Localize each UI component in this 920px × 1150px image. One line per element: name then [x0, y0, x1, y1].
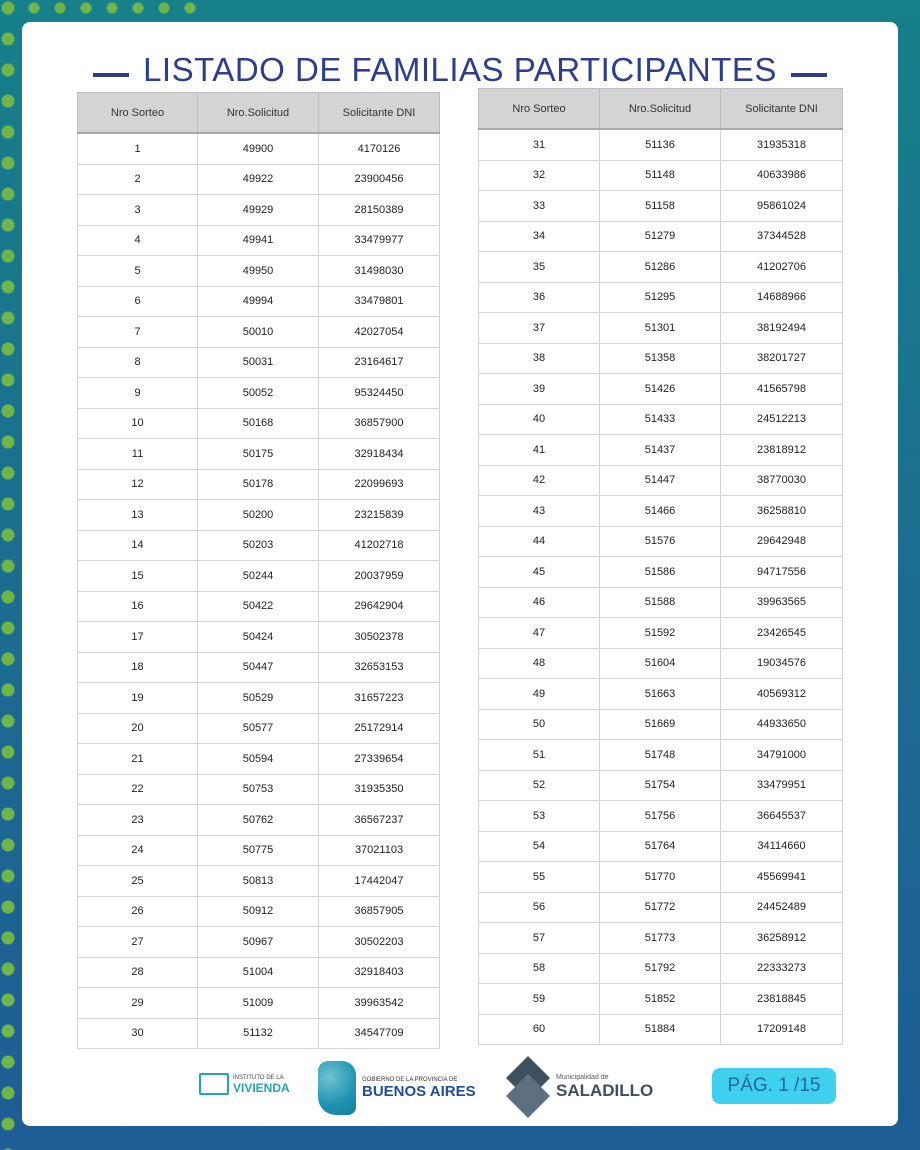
table-row	[479, 923, 843, 954]
cell-nro-solicitud: 51466	[600, 496, 721, 527]
cell-solicitante-dni: 27339654	[319, 744, 440, 775]
cell-nro-solicitud: 50424	[198, 622, 319, 653]
table-row	[78, 195, 440, 226]
cell-nro-sorteo: 13	[78, 500, 198, 531]
cell-nro-solicitud: 51792	[600, 953, 721, 984]
cell-nro-sorteo: 58	[479, 953, 600, 984]
cell-solicitante-dni: 94717556	[721, 557, 843, 588]
cell-nro-sorteo: 6	[78, 286, 198, 317]
cell-nro-sorteo: 7	[78, 317, 198, 348]
cell-nro-sorteo: 54	[479, 831, 600, 862]
column-header-nro-solicitud: Nro.Solicitud	[600, 89, 721, 130]
cell-solicitante-dni: 31657223	[319, 683, 440, 714]
cell-nro-solicitud: 51592	[600, 618, 721, 649]
cell-solicitante-dni: 95324450	[319, 378, 440, 409]
cell-nro-solicitud: 51286	[600, 252, 721, 283]
title-row	[22, 50, 898, 90]
cell-nro-sorteo: 27	[78, 927, 198, 958]
cell-solicitante-dni: 30502203	[319, 927, 440, 958]
table-row	[479, 770, 843, 801]
cell-nro-sorteo: 42	[479, 465, 600, 496]
cell-nro-solicitud: 49941	[198, 225, 319, 256]
cell-solicitante-dni: 32918434	[319, 439, 440, 470]
cell-nro-solicitud: 49929	[198, 195, 319, 226]
cell-solicitante-dni: 41565798	[721, 374, 843, 405]
cell-nro-solicitud: 51301	[600, 313, 721, 344]
table-row	[78, 622, 440, 653]
buenos-aires-text	[362, 1077, 476, 1100]
cell-nro-sorteo: 51	[479, 740, 600, 771]
cell-nro-sorteo: 22	[78, 774, 198, 805]
table-row	[78, 561, 440, 592]
table-row	[479, 282, 843, 313]
table-row	[78, 713, 440, 744]
cell-nro-solicitud: 51754	[600, 770, 721, 801]
cell-nro-solicitud: 49922	[198, 164, 319, 195]
table-row	[479, 557, 843, 588]
table-row	[479, 313, 843, 344]
table-row	[479, 526, 843, 557]
cell-solicitante-dni: 39963565	[721, 587, 843, 618]
cell-nro-solicitud: 51279	[600, 221, 721, 252]
table-header-row	[479, 89, 843, 130]
cell-nro-sorteo: 36	[479, 282, 600, 313]
cell-nro-solicitud: 50244	[198, 561, 319, 592]
cell-solicitante-dni: 4170126	[319, 133, 440, 164]
cell-nro-sorteo: 43	[479, 496, 600, 527]
cell-solicitante-dni: 40569312	[721, 679, 843, 710]
table-row	[78, 256, 440, 287]
saladillo-mark-icon	[506, 1056, 550, 1118]
column-header-nro-sorteo: Nro Sorteo	[479, 89, 600, 130]
cell-nro-solicitud: 51773	[600, 923, 721, 954]
buenos-aires-small: GOBIERNO DE LA PROVINCIA DE	[362, 1076, 458, 1083]
cell-nro-solicitud: 50422	[198, 591, 319, 622]
cell-nro-sorteo: 16	[78, 591, 198, 622]
cell-nro-sorteo: 48	[479, 648, 600, 679]
cell-nro-solicitud: 51770	[600, 862, 721, 893]
table-row	[78, 225, 440, 256]
cell-nro-sorteo: 56	[479, 892, 600, 923]
cell-solicitante-dni: 14688966	[721, 282, 843, 313]
column-header-nro-sorteo: Nro Sorteo	[78, 93, 198, 134]
cell-nro-sorteo: 21	[78, 744, 198, 775]
cell-solicitante-dni: 36258810	[721, 496, 843, 527]
cell-nro-solicitud: 49950	[198, 256, 319, 287]
cell-nro-sorteo: 31	[479, 129, 600, 160]
cell-nro-sorteo: 32	[479, 160, 600, 191]
table-row	[78, 927, 440, 958]
cell-nro-sorteo: 10	[78, 408, 198, 439]
cell-nro-solicitud: 51004	[198, 957, 319, 988]
cell-solicitante-dni: 38192494	[721, 313, 843, 344]
table-row	[479, 709, 843, 740]
cell-solicitante-dni: 25172914	[319, 713, 440, 744]
cell-nro-solicitud: 50529	[198, 683, 319, 714]
cell-nro-sorteo: 53	[479, 801, 600, 832]
cell-solicitante-dni: 41202718	[319, 530, 440, 561]
cell-nro-solicitud: 50052	[198, 378, 319, 409]
table-row	[479, 160, 843, 191]
cell-nro-solicitud: 51772	[600, 892, 721, 923]
cell-solicitante-dni: 38770030	[721, 465, 843, 496]
cell-nro-sorteo: 1	[78, 133, 198, 164]
cell-solicitante-dni: 31935350	[319, 774, 440, 805]
instituto-vivienda-big: VIVIENDA	[233, 1080, 290, 1095]
cell-nro-solicitud: 50762	[198, 805, 319, 836]
cell-solicitante-dni: 36857905	[319, 896, 440, 927]
cell-solicitante-dni: 31935318	[721, 129, 843, 160]
cell-solicitante-dni: 38201727	[721, 343, 843, 374]
cell-solicitante-dni: 34114660	[721, 831, 843, 862]
table-row	[479, 740, 843, 771]
cell-nro-solicitud: 51358	[600, 343, 721, 374]
instituto-vivienda-logo	[199, 1070, 299, 1098]
table-row	[78, 744, 440, 775]
saladillo-small: Municipalidad de	[556, 1073, 609, 1081]
cell-nro-sorteo: 37	[479, 313, 600, 344]
table-row	[78, 805, 440, 836]
table-row	[78, 133, 440, 164]
table-row	[479, 221, 843, 252]
cell-nro-sorteo: 44	[479, 526, 600, 557]
cell-nro-solicitud: 51158	[600, 191, 721, 222]
table-row	[479, 191, 843, 222]
cell-nro-sorteo: 14	[78, 530, 198, 561]
table-row	[479, 404, 843, 435]
cell-solicitante-dni: 17209148	[721, 1014, 843, 1045]
cell-nro-sorteo: 9	[78, 378, 198, 409]
cell-solicitante-dni: 45569941	[721, 862, 843, 893]
table-row	[479, 343, 843, 374]
cell-nro-solicitud: 51132	[198, 1018, 319, 1049]
cell-nro-sorteo: 39	[479, 374, 600, 405]
table-row	[78, 866, 440, 897]
buenos-aires-logo	[318, 1060, 483, 1116]
table-row	[78, 652, 440, 683]
table-row	[78, 774, 440, 805]
cell-solicitante-dni: 40633986	[721, 160, 843, 191]
table-row	[479, 1014, 843, 1045]
cell-nro-solicitud: 50200	[198, 500, 319, 531]
table-row	[479, 953, 843, 984]
cell-nro-solicitud: 51884	[600, 1014, 721, 1045]
cell-nro-solicitud: 51437	[600, 435, 721, 466]
participants-table-right	[478, 88, 843, 1045]
table-row	[78, 408, 440, 439]
cell-nro-sorteo: 38	[479, 343, 600, 374]
cell-nro-solicitud: 50775	[198, 835, 319, 866]
cell-nro-sorteo: 60	[479, 1014, 600, 1045]
cell-solicitante-dni: 37021103	[319, 835, 440, 866]
saladillo-logo	[506, 1056, 656, 1118]
decorative-dots	[0, 0, 22, 1150]
page-title: LISTADO DE FAMILIAS PARTICIPANTES	[143, 51, 777, 88]
cell-nro-sorteo: 17	[78, 622, 198, 653]
cell-nro-sorteo: 19	[78, 683, 198, 714]
table-row	[479, 129, 843, 160]
cell-solicitante-dni: 36258912	[721, 923, 843, 954]
cell-nro-sorteo: 47	[479, 618, 600, 649]
cell-nro-sorteo: 57	[479, 923, 600, 954]
column-header-nro-solicitud: Nro.Solicitud	[198, 93, 319, 134]
cell-nro-sorteo: 41	[479, 435, 600, 466]
table-row	[479, 648, 843, 679]
table-row	[479, 374, 843, 405]
cell-nro-sorteo: 18	[78, 652, 198, 683]
cell-nro-sorteo: 2	[78, 164, 198, 195]
cell-nro-solicitud: 51426	[600, 374, 721, 405]
cell-nro-solicitud: 50010	[198, 317, 319, 348]
table-row	[78, 164, 440, 195]
cell-nro-sorteo: 8	[78, 347, 198, 378]
cell-nro-sorteo: 40	[479, 404, 600, 435]
cell-solicitante-dni: 33479801	[319, 286, 440, 317]
cell-solicitante-dni: 37344528	[721, 221, 843, 252]
document-card	[22, 22, 898, 1126]
cell-nro-solicitud: 51604	[600, 648, 721, 679]
cell-solicitante-dni: 42027054	[319, 317, 440, 348]
cell-solicitante-dni: 23818845	[721, 984, 843, 1015]
cell-nro-sorteo: 4	[78, 225, 198, 256]
table-row	[479, 862, 843, 893]
cell-nro-solicitud: 51663	[600, 679, 721, 710]
cell-nro-sorteo: 49	[479, 679, 600, 710]
table-row	[479, 679, 843, 710]
cell-nro-sorteo: 3	[78, 195, 198, 226]
cell-nro-sorteo: 29	[78, 988, 198, 1019]
cell-nro-solicitud: 51669	[600, 709, 721, 740]
saladillo-text	[556, 1074, 653, 1101]
table-row	[78, 500, 440, 531]
cell-nro-solicitud: 50031	[198, 347, 319, 378]
cell-nro-solicitud: 51576	[600, 526, 721, 557]
province-map-icon	[318, 1061, 356, 1115]
saladillo-big: SALADILLO	[556, 1080, 654, 1100]
cell-nro-sorteo: 25	[78, 866, 198, 897]
buenos-aires-big: BUENOS AIRES	[362, 1082, 476, 1100]
cell-nro-solicitud: 51136	[600, 129, 721, 160]
cell-nro-solicitud: 50753	[198, 774, 319, 805]
table-row	[78, 896, 440, 927]
cell-nro-sorteo: 20	[78, 713, 198, 744]
cell-solicitante-dni: 30502378	[319, 622, 440, 653]
table-row	[78, 591, 440, 622]
cell-nro-solicitud: 51748	[600, 740, 721, 771]
cell-nro-solicitud: 50447	[198, 652, 319, 683]
cell-nro-sorteo: 28	[78, 957, 198, 988]
table-row	[78, 1018, 440, 1049]
cell-nro-solicitud: 51588	[600, 587, 721, 618]
cell-solicitante-dni: 33479977	[319, 225, 440, 256]
cell-solicitante-dni: 32918403	[319, 957, 440, 988]
page-number-badge: PÁG. 1 /15	[712, 1068, 836, 1104]
cell-solicitante-dni: 44933650	[721, 709, 843, 740]
cell-nro-solicitud: 50594	[198, 744, 319, 775]
cell-solicitante-dni: 24452489	[721, 892, 843, 923]
cell-nro-solicitud: 51433	[600, 404, 721, 435]
cell-nro-solicitud: 51852	[600, 984, 721, 1015]
cell-nro-solicitud: 50175	[198, 439, 319, 470]
cell-solicitante-dni: 23426545	[721, 618, 843, 649]
table-row	[78, 286, 440, 317]
instituto-vivienda-small: INSTITUTO DE LA	[233, 1074, 284, 1081]
cell-nro-sorteo: 26	[78, 896, 198, 927]
cell-solicitante-dni: 17442047	[319, 866, 440, 897]
cell-solicitante-dni: 95861024	[721, 191, 843, 222]
column-header-solicitante-dni: Solicitante DNI	[319, 93, 440, 134]
cell-solicitante-dni: 39963542	[319, 988, 440, 1019]
cell-nro-sorteo: 50	[479, 709, 600, 740]
cell-solicitante-dni: 41202706	[721, 252, 843, 283]
instituto-vivienda-text	[233, 1075, 290, 1094]
cell-nro-solicitud: 51009	[198, 988, 319, 1019]
cell-nro-sorteo: 23	[78, 805, 198, 836]
table-row	[479, 435, 843, 466]
title-rule-right	[791, 73, 827, 77]
cell-nro-sorteo: 11	[78, 439, 198, 470]
cell-nro-sorteo: 30	[78, 1018, 198, 1049]
house-icon	[199, 1073, 229, 1095]
table-row	[78, 530, 440, 561]
cell-solicitante-dni: 28150389	[319, 195, 440, 226]
table-row	[479, 496, 843, 527]
cell-solicitante-dni: 31498030	[319, 256, 440, 287]
cell-nro-solicitud: 51447	[600, 465, 721, 496]
cell-nro-sorteo: 33	[479, 191, 600, 222]
table-row	[78, 378, 440, 409]
cell-nro-solicitud: 51586	[600, 557, 721, 588]
cell-nro-sorteo: 52	[479, 770, 600, 801]
cell-nro-solicitud: 49994	[198, 286, 319, 317]
table-row	[78, 988, 440, 1019]
cell-nro-sorteo: 45	[479, 557, 600, 588]
decorative-dots-top	[0, 0, 200, 20]
cell-solicitante-dni: 22333273	[721, 953, 843, 984]
table-row	[479, 831, 843, 862]
cell-solicitante-dni: 23818912	[721, 435, 843, 466]
footer-logos	[22, 1052, 898, 1122]
cell-nro-solicitud: 50168	[198, 408, 319, 439]
table-row	[78, 317, 440, 348]
table-row	[78, 439, 440, 470]
cell-solicitante-dni: 23164617	[319, 347, 440, 378]
cell-solicitante-dni: 34547709	[319, 1018, 440, 1049]
table-row	[78, 957, 440, 988]
table-row	[479, 892, 843, 923]
table-row	[479, 587, 843, 618]
table-row	[78, 683, 440, 714]
cell-solicitante-dni: 29642904	[319, 591, 440, 622]
cell-nro-sorteo: 59	[479, 984, 600, 1015]
table-row	[479, 465, 843, 496]
cell-solicitante-dni: 23900456	[319, 164, 440, 195]
table-row	[479, 252, 843, 283]
cell-solicitante-dni: 20037959	[319, 561, 440, 592]
cell-nro-sorteo: 12	[78, 469, 198, 500]
cell-nro-sorteo: 15	[78, 561, 198, 592]
cell-nro-solicitud: 50967	[198, 927, 319, 958]
cell-solicitante-dni: 33479951	[721, 770, 843, 801]
cell-nro-sorteo: 55	[479, 862, 600, 893]
cell-nro-solicitud: 50577	[198, 713, 319, 744]
table-row	[78, 835, 440, 866]
cell-solicitante-dni: 36567237	[319, 805, 440, 836]
participants-table-left	[77, 92, 440, 1049]
cell-solicitante-dni: 29642948	[721, 526, 843, 557]
cell-solicitante-dni: 23215839	[319, 500, 440, 531]
cell-nro-sorteo: 24	[78, 835, 198, 866]
table-row	[479, 984, 843, 1015]
title-rule-left	[93, 73, 129, 77]
cell-solicitante-dni: 24512213	[721, 404, 843, 435]
cell-solicitante-dni: 34791000	[721, 740, 843, 771]
table-row	[479, 801, 843, 832]
cell-nro-solicitud: 51295	[600, 282, 721, 313]
cell-solicitante-dni: 19034576	[721, 648, 843, 679]
cell-solicitante-dni: 32653153	[319, 652, 440, 683]
cell-nro-sorteo: 34	[479, 221, 600, 252]
cell-nro-solicitud: 49900	[198, 133, 319, 164]
cell-nro-solicitud: 50178	[198, 469, 319, 500]
cell-nro-sorteo: 46	[479, 587, 600, 618]
cell-nro-solicitud: 50813	[198, 866, 319, 897]
cell-nro-solicitud: 51148	[600, 160, 721, 191]
cell-solicitante-dni: 22099693	[319, 469, 440, 500]
table-row	[78, 347, 440, 378]
cell-nro-sorteo: 5	[78, 256, 198, 287]
table-header-row	[78, 93, 440, 134]
cell-solicitante-dni: 36645537	[721, 801, 843, 832]
cell-nro-solicitud: 50912	[198, 896, 319, 927]
cell-nro-solicitud: 51764	[600, 831, 721, 862]
table-row	[479, 618, 843, 649]
table-row	[78, 469, 440, 500]
cell-solicitante-dni: 36857900	[319, 408, 440, 439]
column-header-solicitante-dni: Solicitante DNI	[721, 89, 843, 130]
cell-nro-sorteo: 35	[479, 252, 600, 283]
cell-nro-solicitud: 50203	[198, 530, 319, 561]
cell-nro-solicitud: 51756	[600, 801, 721, 832]
